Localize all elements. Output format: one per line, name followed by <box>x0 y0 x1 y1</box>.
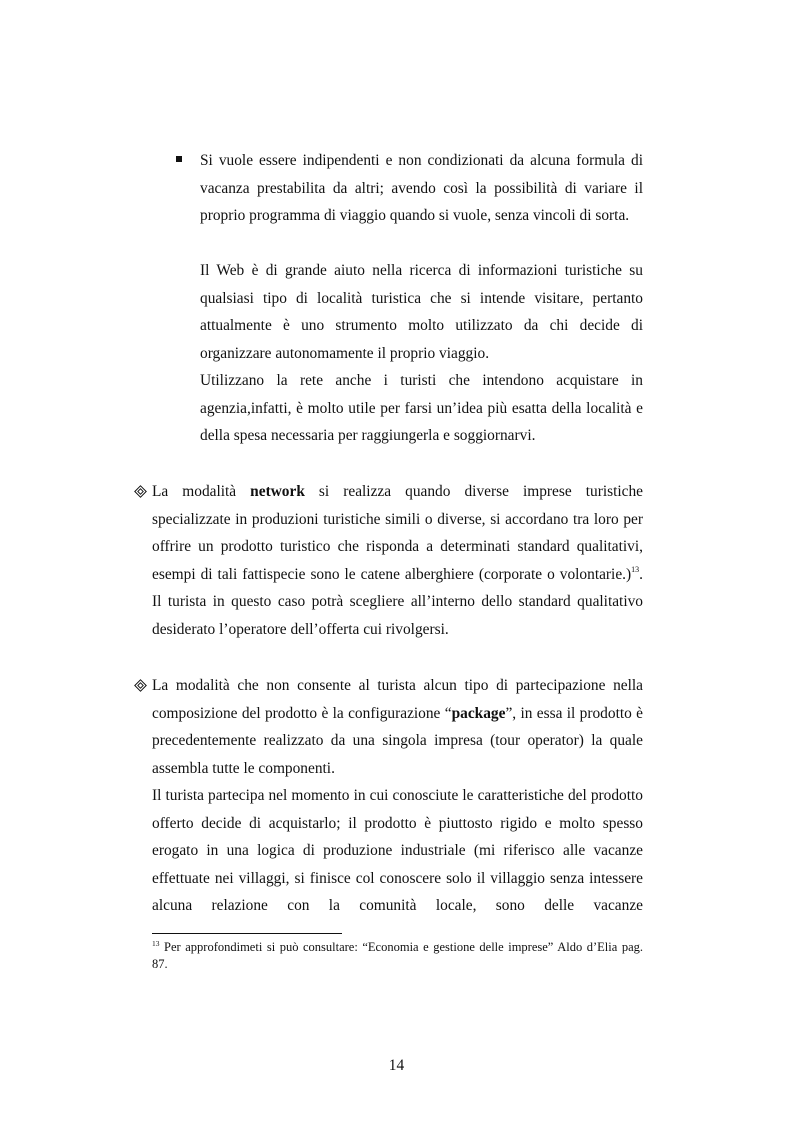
footnote-text: Per approfondimeti si può consultare: “Economia e gestione delle imprese” Aldo d’Elia pag. 87. <box>152 940 643 971</box>
page-number: 14 <box>388 1057 405 1074</box>
network-text-middle: si realizza quando diverse imprese turistiche specializzate in produzioni turistiche simili o diverse, si accordano tra loro per offrire un prodotto turistico che risponda a determinati standard qualitativi, esempi di tali fattispecie sono le catene alberghiere (corporate o volontarie.) <box>152 483 643 583</box>
network-text-end: . Il turista in questo caso potrà scegliere all’interno dello standard qualitativo desiderato l’operatore dell’offerta cui rivolgersi. <box>152 565 643 638</box>
network-text-start: La modalità <box>152 483 251 500</box>
package-text-start: La modalità che non consente al turista alcun tipo di partecipazione nella composizione del prodotto è la configurazione “ <box>152 677 643 722</box>
diamond-bullet-icon <box>134 679 147 692</box>
footnote-number: 13 <box>152 939 160 948</box>
bullet-paragraph-agency: Utilizzano la rete anche i turisti che intendono acquistare in agenzia,infatti, è molto utile per farsi un’idea più esatta della località e della spesa necessaria per raggiungerla e soggiornarvi. <box>200 372 643 444</box>
package-text-end: ”, in essa il prodotto è precedentemente realizzato da una singola impresa (tour operator) la quale assembla tutte le componenti. <box>152 704 643 777</box>
network-term: network <box>250 483 305 500</box>
package-paragraph-continued: Il turista partecipa nel momento in cui conosciute le caratteristiche del prodotto offerto decide di acquistarlo; il prodotto è piuttosto rigido e molto spesso erogato in una logica di produzione industriale (mi riferisco alle vacanze effettuate nei villaggi, si finisce col conoscere solo il villaggio senza intessere alcuna relazione con la comunità locale, sono delle vacanze <box>152 787 643 914</box>
diamond-bullet-icon <box>134 485 147 498</box>
footnote <box>152 939 643 973</box>
bullet-item-text: Si vuole essere indipendenti e non condizionati da alcuna formula di vacanza prestabilita da altri; avendo così la possibilità di variare il proprio programma di viaggio quando si vuole, senza vincoli di sorta. <box>200 152 643 224</box>
network-paragraph <box>152 478 643 643</box>
bullet-paragraph-web: Il Web è di grande aiuto nella ricerca di informazioni turistiche su qualsiasi tipo di località turistica che si intende visitare, pertanto attualmente è uno strumento molto utilizzato da chi decide di organizzare autonomamente il proprio viaggio. <box>200 262 643 362</box>
package-term: package <box>451 704 506 722</box>
square-bullet-icon <box>176 156 182 162</box>
package-paragraph <box>152 672 643 782</box>
footnote-divider <box>152 933 342 934</box>
footnote-reference[interactable]: 13 <box>631 564 640 574</box>
